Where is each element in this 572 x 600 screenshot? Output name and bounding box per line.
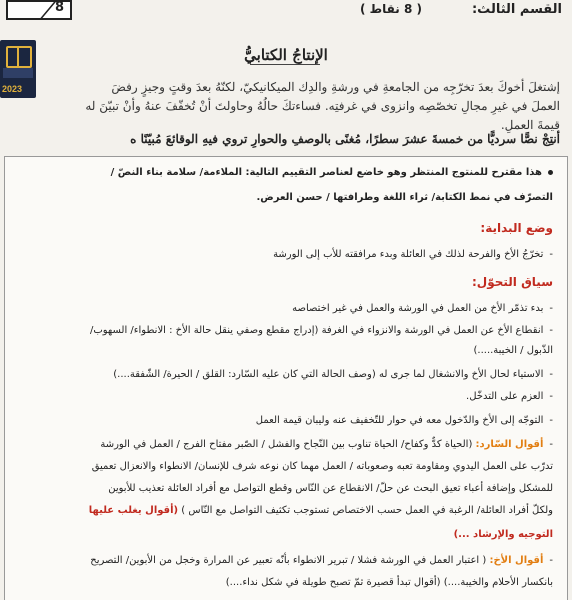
list-item: -العزم على التدخّل. [466,391,553,402]
narrator-label: أقوال السّارد: [475,439,544,450]
start-heading: وضع البداية: [480,221,553,235]
prompt-line: إشتغلَ أخوكَ بعدَ تخرّجِه من الجامعةِ في ورشةِ والدِك الميكانيكيّ، لكنّهُ بعدَ وقتٍ وجيزٍ رفضَ [111,80,560,94]
writing-prompt [44,78,560,135]
bullet-icon [548,170,553,175]
narrator-note: التوجيه والإرشاد ...) [453,529,553,540]
intro-line: التصرّف في نمط الكتابة/ ثراء اللغة وطرافتها / حسن العرض. [256,192,553,203]
list-item-text: التوجّه إلى الأخ والدّخول معه في حوار للتّخفيف عنه وليبان قيمة العمل [255,415,544,426]
list-item: -تخرّجُ الأخ والفرحة لذلك في العائلة وبدء مرافقته للأب إلى الورشة [273,249,553,260]
narrator-text-line [15,505,553,516]
list-item-continued: الذّبول / الخيبة.....) [473,345,553,356]
score-value: 8 [54,0,64,15]
logo-banner [3,68,33,78]
brother-label: أقوال الأخ: [489,555,544,566]
section-title: القسم الثالث: [471,2,562,17]
intro-text: هذا مقترح للمنتوج المنتظر وهو خاضع لعناصر التقييم التالية: الملاءمة/ سلامة بناء النصّ / [110,167,542,178]
score-box [6,0,72,20]
title-underline [250,64,320,65]
brother-text: ( اعتبار العمل في الورشة فشلا / تبرير الانطواء بأنّه تعبير عن المرارة وخجل من الأبوين/ التصريح [90,555,487,566]
prompt-line: قيمةَ العملِ. [500,118,560,132]
narrator-text: للمشكل وإضافة أعباء تعيق البحث عن حلّ/ الانقطاع عن النّاس وقطع التواصل مع أفراد العائلة تعذيب للأبوين [108,483,553,494]
development-heading: سياق التحوّل: [471,275,553,289]
writing-instruction: أنتِجْ نصًّا سرديًّا من خمسةَ عشرَ سطرًا، مُغنًى بالوصفِ والحوارِ تروي فيهِ الوقائعَ مُبيّنًا ه [130,132,560,146]
list-item: -الاستياء لحال الأخ والانشغال لما جرى له (وصف الحالة التي كان عليه السّارد: القلق / الحيرة/ الشّفقة....) [113,369,553,380]
list-item-text: بدء تذمّر الأخ من العمل في الورشة والعمل في غير اختصاصه [292,303,544,314]
list-item-text: الاستياء لحال الأخ والانشغال لما جرى له (وصف الحالة التي كان عليه السّارد: القلق / الحيرة/ الشّفقة....) [113,369,544,380]
narrator-text: (الحياة كدٌّ وكفاح/ الحياة تناوب بين النّجاح والفشل / الصّبر مفتاح الفرج / العمل في الورشة [100,439,473,450]
narrator-note: (أقوال يغلب عليها [88,505,179,516]
narrator-text: تدرّب على العمل اليدوي ومقاومة تعبه وصعوباته / العمل مهما كان نوعه شرف للإنسان/ الانطواء والانعزال تعميق [91,461,553,472]
brother-quotes: -أقوال الأخ: ( اعتبار العمل في الورشة فشلا / تبرير الانطواء بأنّه تعبير عن المرارة وخجل من الأبوين/ التصريح [90,555,553,566]
page-title: الإنتاجُ الكتابيُّ [244,46,328,64]
list-item-text: تخرّجُ الأخ والفرحة لذلك في العائلة وبدء مرافقته للأب إلى الورشة [273,249,544,260]
list-item: -التوجّه إلى الأخ والدّخول معه في حوار للتّخفيف عنه وليبان قيمة العمل [255,415,553,426]
logo-year: 2023 [2,84,23,94]
narrator-text: ولكلّ أفراد العائلة/ الرغبة في العمل حسب الاختصاص تستوجب تكثيف التواصل مع النّاس ) [181,505,553,516]
section-points: ( 8 نقاط ) [360,2,422,16]
list-item: -بدء تذمّر الأخ من العمل في الورشة والعمل في غير اختصاصه [292,303,553,314]
intro-line [15,167,553,178]
list-item: -انقطاع الأخ عن العمل في الورشة والانزواء في الغرفة (إدراج مقطع وصفي ينقل حالة الأخ : الانطواء/ السهوب/ [89,325,553,336]
brother-text: بانكسار الأحلام والخيبة....) (أقوال تبدأ قصيرة ثمّ تصبح طويلة في شكل نداء....) [225,577,553,588]
answer-box [4,156,568,600]
score-divider [6,0,59,19]
prompt-line: العملَ في غيرِ مجالِ تخصّصِه وانزوى في غرفتِه. فساءتكَ حالُهُ وحاولتَ أنْ تُخفّفَ عنهُ وأنْ تبيّنَ له [85,99,560,113]
narrator-quotes: -أقوال السّارد: (الحياة كدٌّ وكفاح/ الحياة تناوب بين النّجاح والفشل / الصّبر مفتاح الفرج / العمل في الورشة [100,439,553,450]
list-item-text: انقطاع الأخ عن العمل في الورشة والانزواء في الغرفة (إدراج مقطع وصفي ينقل حالة الأخ : الانطواء/ السهوب/ [89,325,544,336]
list-item-text: العزم على التدخّل. [466,391,544,402]
